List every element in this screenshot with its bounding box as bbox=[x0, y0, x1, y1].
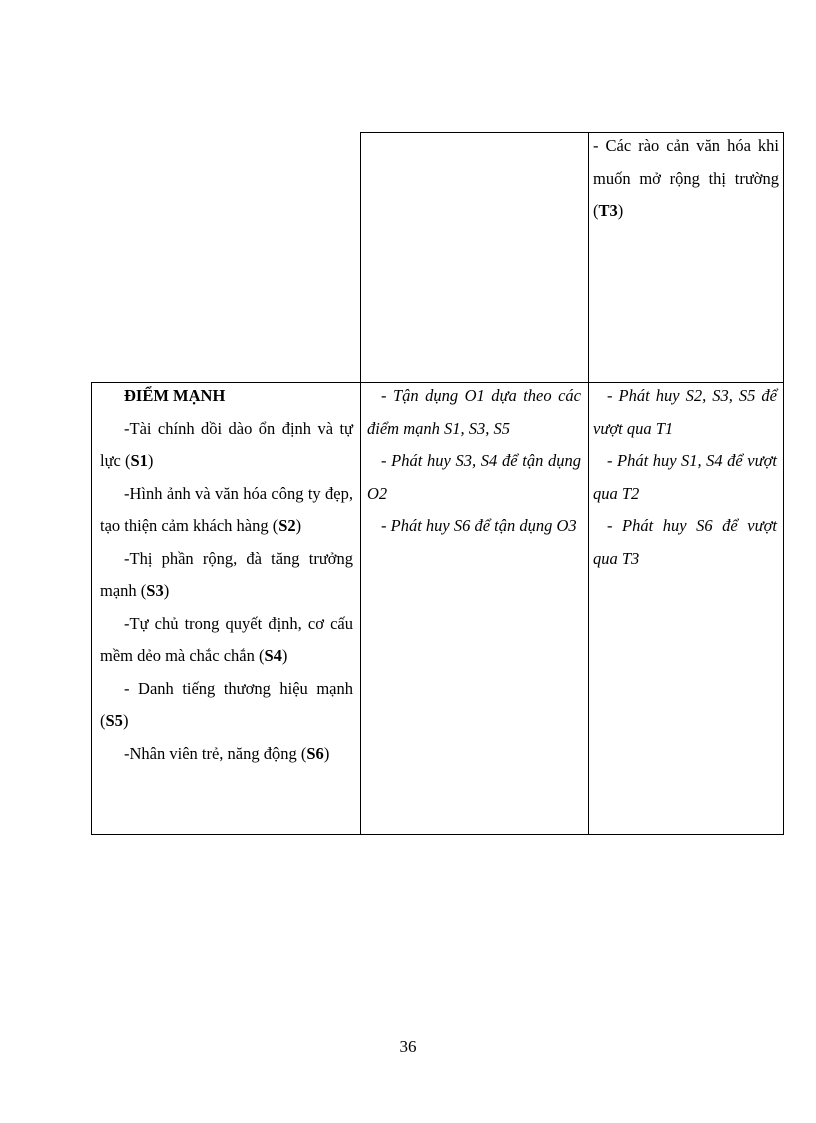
page-number: 36 bbox=[399, 1037, 417, 1056]
strength-item: -Thị phần rộng, đà tăng trưởng mạnh (S3) bbox=[100, 548, 353, 600]
st-strategy-item: - Phát huy S6 để vượt qua T3 bbox=[593, 516, 777, 568]
st-strategy-item: - Phát huy S1, S4 để vượt qua T2 bbox=[593, 451, 777, 503]
st-strategy-item: - Phát huy S2, S3, S5 để vượt qua T1 bbox=[593, 386, 777, 438]
so-strategy-item: - Tận dụng O1 dựa theo các điểm mạnh S1, S3, S5 bbox=[367, 386, 581, 438]
so-strategy-item: - Phát huy S6 để tận dụng O3 bbox=[381, 516, 577, 535]
strength-item: -Nhân viên trẻ, năng động (S6) bbox=[124, 743, 330, 763]
threat-t3: - Các rào cản văn hóa khi muốn mở rộng thị trường (T3) bbox=[593, 136, 779, 220]
st-strategies-cell bbox=[588, 382, 784, 835]
strengths-cell bbox=[91, 382, 361, 835]
strength-item: - Danh tiếng thương hiệu mạnh (S5) bbox=[100, 678, 353, 730]
strength-item: -Hình ảnh và văn hóa công ty đẹp, tạo thiện cảm khách hàng (S2) bbox=[100, 483, 353, 535]
strength-item: -Tự chủ trong quyết định, cơ cấu mềm dẻo mà chắc chắn (S4) bbox=[100, 613, 353, 665]
strength-item: -Tài chính dồi dào ổn định và tự lực (S1) bbox=[100, 418, 353, 470]
so-strategies-cell bbox=[360, 382, 589, 835]
row1-col2-cell bbox=[360, 132, 589, 383]
strengths-heading: ĐIỂM MẠNH bbox=[124, 386, 226, 405]
so-strategy-item: - Phát huy S3, S4 để tận dụng O2 bbox=[367, 451, 581, 503]
row1-col3-cell bbox=[588, 132, 784, 383]
